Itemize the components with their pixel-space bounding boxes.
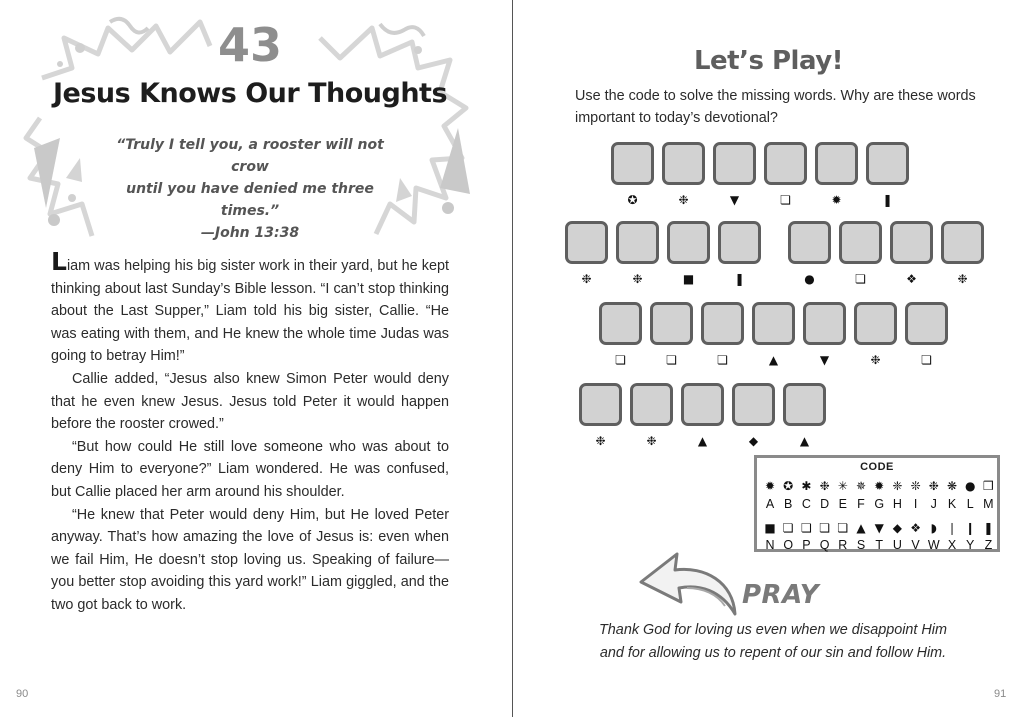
code-symbol: ✪: [627, 193, 638, 207]
code-letter: X: [947, 538, 957, 552]
code-symbol: ❉: [632, 272, 643, 286]
letter-box[interactable]: [630, 383, 673, 426]
code-letter: A: [765, 497, 775, 511]
story-text: [51, 247, 449, 617]
story-paragraph-4: “He knew that Peter would deny Him, but He loved Peter anyway. That’s how amazing the love of Jesus is: even when we fail Him, He doesn’t stop loving us. Speaking of failure—you better stop avoiding this yard work!” Liam giggled, and the two got back to work.: [51, 506, 449, 613]
code-symbol: ❏: [921, 353, 932, 367]
letter-box[interactable]: [616, 221, 659, 264]
scripture-verse: [100, 134, 400, 244]
story-paragraph-3: “But how could He still love someone who was about to deny Him to everyone?” Liam wondered. He was confused, but Callie placed her arm around his shoulder.: [51, 438, 449, 500]
letter-box[interactable]: [803, 302, 846, 345]
story-paragraph-1-text: iam was helping his big sister work in their yard, but he kept thinking about last Sunday’s Bible lesson. “I can’t stop thinking about the Last Supper,” Liam told his big sister, Callie. “He was eating with them, and He knew the whole time Judas was going to betray Him!”: [51, 258, 449, 365]
page-number-right: 91: [994, 688, 1007, 700]
code-symbol: ▼: [729, 193, 740, 207]
letter-box[interactable]: [788, 221, 831, 264]
code-symbol: ❉: [870, 353, 881, 367]
code-letter: V: [911, 538, 920, 552]
code-symbol: ❖: [906, 272, 917, 286]
code-key-symbol: ●: [964, 479, 976, 493]
letter-box[interactable]: [752, 302, 795, 345]
code-letter: F: [857, 497, 865, 511]
code-letter: Z: [984, 538, 993, 552]
code-symbol: ❏: [780, 193, 791, 207]
code-key-symbol: ❚: [983, 521, 994, 535]
code-symbol: ❏: [855, 272, 866, 286]
letter-box[interactable]: [815, 142, 858, 185]
letter-box[interactable]: [764, 142, 807, 185]
code-key-symbol: ❏: [782, 521, 794, 535]
verse-reference: —John 13:38: [200, 225, 300, 241]
code-symbol: ❏: [615, 353, 626, 367]
code-symbol: ●: [804, 272, 815, 286]
code-letter: T: [875, 538, 883, 552]
code-symbol: ❏: [666, 353, 677, 367]
story-paragraph-1: [51, 247, 449, 368]
code-letter: M: [983, 497, 994, 511]
code-symbol: ❉: [581, 272, 592, 286]
code-symbol: ❚: [882, 193, 893, 207]
code-letter: Y: [966, 538, 975, 552]
code-key-symbol: ❈: [892, 479, 903, 493]
letter-box[interactable]: [701, 302, 744, 345]
code-letter: P: [802, 538, 811, 552]
puzzle-instructions: Use the code to solve the missing words. Why are these words important to today’s devotional?: [575, 88, 976, 126]
code-letter: L: [966, 497, 974, 511]
code-key-symbol: ❏: [819, 521, 830, 535]
letter-box[interactable]: [905, 302, 948, 345]
code-key-symbol: ❖: [910, 521, 921, 535]
code-key-symbol: ✪: [783, 479, 794, 493]
code-letter: R: [838, 538, 848, 552]
code-letter: O: [783, 538, 794, 552]
code-letter: E: [838, 497, 847, 511]
letter-box[interactable]: [650, 302, 693, 345]
code-key-symbol: ✵: [855, 479, 867, 493]
code-key-symbol: ✳: [837, 479, 848, 493]
code-key-symbol: ❙: [965, 521, 976, 535]
code-letter: H: [892, 497, 902, 511]
letter-box[interactable]: [890, 221, 933, 264]
code-letter: U: [892, 538, 902, 552]
code-symbol: ❉: [678, 193, 689, 207]
code-letter: I: [913, 497, 918, 511]
chapter-number: 43: [217, 18, 282, 72]
code-key: [754, 455, 1000, 552]
letter-box[interactable]: [611, 142, 654, 185]
letter-box[interactable]: [662, 142, 705, 185]
code-key-symbol: ❋: [946, 479, 958, 493]
code-letter: G: [874, 497, 885, 511]
code-symbol: ❉: [957, 272, 968, 286]
code-symbol: ■: [682, 272, 695, 286]
code-key-symbol: ◗: [930, 521, 937, 535]
code-key-symbol: ❘: [946, 521, 958, 535]
code-symbol: ✹: [831, 193, 842, 207]
code-symbol: ▼: [819, 353, 830, 367]
prayer-line-1: Thank God for loving us even when we disappoint Him: [599, 622, 947, 638]
code-symbol: ▲: [799, 434, 810, 448]
code-key-symbol: ▲: [856, 521, 866, 535]
prayer-text: [553, 619, 993, 665]
code-symbol: ◆: [748, 434, 759, 448]
code-symbol: ❚: [734, 272, 745, 286]
verse-line-1: “Truly I tell you, a rooster will not crow: [116, 137, 384, 175]
code-letter: C: [801, 497, 811, 511]
code-key-symbol: ❏: [801, 521, 812, 535]
drop-cap: L: [51, 247, 67, 276]
code-key-symbol: ✹: [764, 479, 776, 493]
code-letter: N: [765, 538, 775, 552]
letter-box[interactable]: [565, 221, 608, 264]
code-letter: W: [927, 538, 940, 552]
code-key-symbol: ❉: [819, 479, 830, 493]
right-page: [513, 0, 1024, 717]
letter-box[interactable]: [866, 142, 909, 185]
code-letter: D: [820, 497, 830, 511]
letter-box[interactable]: [599, 302, 642, 345]
letter-box[interactable]: [713, 142, 756, 185]
code-key-symbol: ■: [764, 521, 776, 535]
code-symbol: ❉: [646, 434, 657, 448]
letter-box[interactable]: [667, 221, 710, 264]
letter-box[interactable]: [941, 221, 984, 264]
code-key-symbol: ❏: [837, 521, 849, 535]
letter-box[interactable]: [839, 221, 882, 264]
code-symbol: ❏: [717, 353, 728, 367]
code-letter: J: [930, 497, 937, 511]
code-title: CODE: [860, 461, 894, 473]
page-number-left: 90: [16, 688, 29, 700]
code-letter: K: [947, 497, 957, 511]
letter-box[interactable]: [854, 302, 897, 345]
lets-play-heading: Let’s Play!: [693, 46, 844, 76]
code-symbol: ▲: [768, 353, 779, 367]
word-puzzle: [513, 0, 1024, 460]
letter-box[interactable]: [579, 383, 622, 426]
code-symbol: ❉: [595, 434, 606, 448]
curved-arrow-icon: [637, 544, 743, 618]
verse-line-2: until you have denied me three times.”: [126, 181, 374, 219]
code-letter: S: [856, 538, 866, 552]
prayer-line-2: and for allowing us to repent of our sin and follow Him.: [599, 645, 947, 661]
code-key-symbol: ✹: [874, 479, 885, 493]
letter-box[interactable]: [783, 383, 826, 426]
pray-heading: PRAY: [742, 580, 820, 610]
letter-box[interactable]: [732, 383, 775, 426]
code-letter: B: [784, 497, 793, 511]
code-key-symbol: ❉: [928, 479, 939, 493]
code-letter: Q: [819, 538, 830, 552]
code-symbol: ▲: [697, 434, 708, 448]
code-key-symbol: ❊: [910, 479, 921, 493]
code-key-symbol: ◆: [892, 521, 902, 535]
letter-box[interactable]: [718, 221, 761, 264]
code-key-symbol: ▼: [874, 521, 884, 535]
letter-box[interactable]: [681, 383, 724, 426]
story-paragraph-2: Callie added, “Jesus also knew Simon Peter would deny that he even knew Jesus. Jesus told Peter it would happen before the rooster crowed.”: [51, 370, 449, 433]
code-key-symbol: ✱: [801, 479, 812, 493]
chapter-title: Jesus Knows Our Thoughts: [52, 78, 448, 109]
code-key-symbol: ❒: [983, 479, 994, 493]
